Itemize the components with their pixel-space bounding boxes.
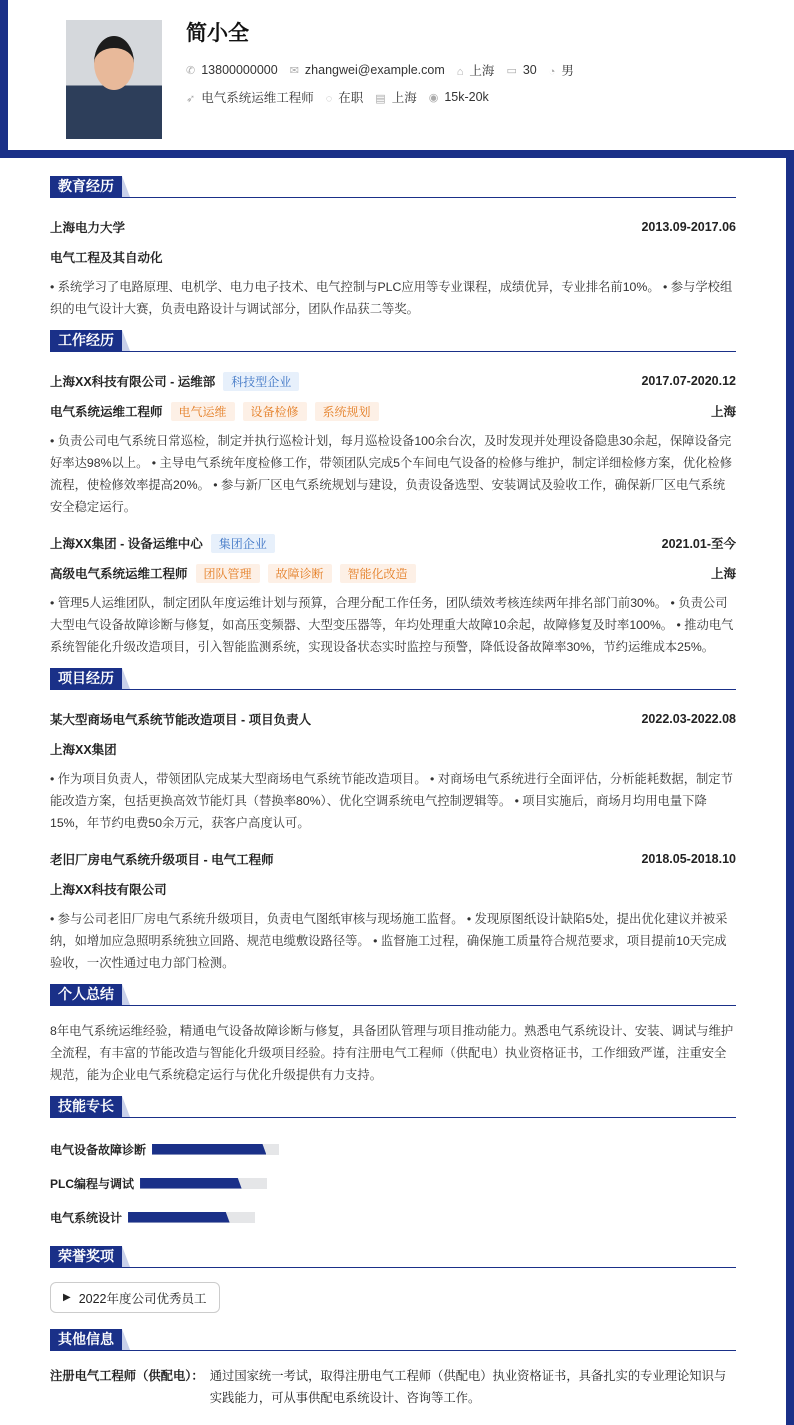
- candidate-name: 简小全: [186, 22, 249, 45]
- age: 30: [522, 63, 537, 77]
- skill-item: [50, 1166, 399, 1200]
- other-text: 通过国家统一考试，取得注册电气工程师（供配电）执业资格证书，具备扎实的专业理论知识与实践能力，可从事供配电系统设计、咨询等工作。: [209, 1369, 727, 1405]
- status-icon: ◌: [325, 93, 333, 105]
- section-awards: 荣誉奖项: [50, 1246, 736, 1268]
- project-item: [50, 844, 736, 974]
- gender: 男: [561, 64, 574, 78]
- work-city: 上海: [391, 91, 417, 105]
- work-desc: • 负责公司电气系统日常巡检，制定并执行巡检计划，每月巡检设备100余台次，及时发现并处理设备隐患30余起，保障设备完好率达98%以上。 • 主导电气系统年度检修工作，带领团队完成5个车间电气设备的检修与维护，制定详细检修方案，优化检修流程，使检修效率提高20%。 • 参与新厂区电气系统规划与建设，负责设备选型、安装调试及验收工作，确保新厂区电气系统安全稳定运行。: [50, 434, 733, 514]
- skill-name: 电气设备故障诊断: [50, 1142, 147, 1157]
- status: 在职: [338, 91, 364, 105]
- company-tag: 集团企业: [211, 534, 275, 553]
- skill-bar-fill: [128, 1212, 230, 1223]
- work-item: [50, 366, 736, 518]
- skill-tag: 电气运维: [171, 402, 235, 421]
- skill-bar-fill: [152, 1144, 266, 1155]
- education-desc: • 系统学习了电路原理、电机学、电力电子技术、电气控制与PLC应用等专业课程，成绩优异，专业排名前10%。 • 参与学校组织的电气设计大赛，负责电路设计与调试部分，团队作品获二等奖。: [50, 280, 733, 316]
- skill-name: 电气系统设计: [50, 1210, 123, 1225]
- building-icon: ▤: [375, 93, 386, 105]
- section-summary: 个人总结: [50, 984, 736, 1006]
- company-tag: 科技型企业: [223, 372, 299, 391]
- skill-tag: 故障诊断: [268, 564, 332, 583]
- skills-list: [50, 1132, 736, 1234]
- contact-row: [186, 61, 574, 79]
- job-row: [186, 88, 489, 106]
- other-info-item: [50, 1365, 736, 1409]
- school: 上海电力大学: [50, 221, 126, 235]
- skill-bar-fill: [140, 1178, 242, 1189]
- section-other: 其他信息: [50, 1329, 736, 1351]
- project-org: 上海XX集团: [50, 743, 117, 757]
- period: 2013.09-2017.06: [641, 220, 736, 234]
- city: 上海: [710, 405, 736, 419]
- age-icon: ▭: [506, 65, 517, 77]
- period: 2022.03-2022.08: [641, 712, 736, 726]
- city: 上海: [710, 567, 736, 581]
- section-work: 工作经历: [50, 330, 736, 352]
- resume-header: [0, 0, 794, 150]
- section-projects: 项目经历: [50, 668, 736, 690]
- skill-tag: 智能化改造: [340, 564, 416, 583]
- skill-tag: 设备检修: [243, 402, 307, 421]
- skill-bar: [128, 1212, 255, 1223]
- home-icon: ⌂: [456, 66, 464, 78]
- work-item: [50, 528, 736, 658]
- phone: 13800000000: [201, 63, 278, 77]
- page-border: [786, 158, 794, 1425]
- resume-body: [50, 176, 736, 1409]
- project-name: 某大型商场电气系统节能改造项目 - 项目负责人: [50, 713, 312, 727]
- skill-item: [50, 1200, 399, 1234]
- project-org: 上海XX科技有限公司: [50, 883, 167, 897]
- project-desc: • 作为项目负责人，带领团队完成某大型商场电气系统节能改造项目。 • 对商场电气系统进行全面评估，分析能耗数据，制定节能改造方案，包括更换高效节能灯具（替换率80%）、优化空调系统电气控制逻辑等。 • 项目实施后，商场月均用电量下降15%，年节约电费50余万元，获客户高度认可。: [50, 772, 733, 830]
- role: 高级电气系统运维工程师: [50, 567, 188, 581]
- award-item[interactable]: ▶ 2022年度公司优秀员工: [50, 1282, 220, 1313]
- period: 2021.01-至今: [661, 537, 736, 551]
- phone-icon: ✆: [186, 65, 196, 77]
- skill-bar: [152, 1144, 279, 1155]
- skill-name: PLC编程与调试: [50, 1176, 135, 1191]
- position: 电气系统运维工程师: [201, 91, 314, 105]
- project-desc: • 参与公司老旧厂房电气系统升级项目，负责电气图纸审核与现场施工监督。 • 发现原图纸设计缺陷5处，提出优化建议并被采纳，如增加应急照明系统独立回路、规范电缆敷设路径等。 • 监督施工过程，确保施工质量符合规范要求，项目提前10天完成验收，一次性通过电力部门检测。: [50, 912, 728, 970]
- skill-bar: [140, 1178, 267, 1189]
- header-divider: [0, 150, 794, 158]
- section-skills: 技能专长: [50, 1096, 736, 1118]
- avatar: [66, 20, 162, 139]
- other-label: 注册电气工程师（供配电）：: [50, 1369, 204, 1383]
- gender-icon: ◔: [548, 66, 556, 78]
- skill-tag: 团队管理: [196, 564, 260, 583]
- work-desc: • 管理5人运维团队，制定团队年度运维计划与预算，合理分配工作任务，团队绩效考核连续两年排名部门前30%。 • 负责公司大型电气设备故障诊断与修复，如高压变频器、大型变压器等，年均处理重大故障10余起，故障修复及时率100%。 • 推动电气系统智能化升级改造项目，引入智能监测系统，实现设备状态实时监控与预警，降低设备故障率30%，节约运维成本25%。: [50, 596, 734, 654]
- period: 2018.05-2018.10: [641, 852, 736, 866]
- company: 上海XX集团 - 设备运维中心: [50, 537, 203, 551]
- location: 上海: [469, 64, 495, 78]
- role: 电气系统运维工程师: [50, 405, 163, 419]
- mail-icon: ✉: [289, 65, 299, 77]
- send-icon: ➶: [186, 93, 196, 105]
- summary-text: 8年电气系统运维经验，精通电气设备故障诊断与修复，具备团队管理与项目推动能力。熟悉电气系统设计、安装、调试与维护全流程，有丰富的节能改造与智能化升级项目经验。持有注册电气工程师（供配电）执业资格证书，工作细致严谨，注重安全规范，能为企业电气系统稳定运行与优化升级提供有力支持。: [50, 1024, 734, 1082]
- project-item: [50, 704, 736, 834]
- section-education: 教育经历: [50, 176, 736, 198]
- salary-icon: ◉: [428, 92, 439, 104]
- period: 2017.07-2020.12: [641, 374, 736, 388]
- skill-tag: 系统规划: [315, 402, 379, 421]
- triangle-right-icon: ▶: [63, 1292, 71, 1303]
- company: 上海XX科技有限公司 - 运维部: [50, 375, 216, 389]
- email: zhangwei@example.com: [304, 63, 445, 77]
- skill-item: [50, 1132, 399, 1166]
- salary: 15k-20k: [444, 90, 489, 104]
- project-name: 老旧厂房电气系统升级项目 - 电气工程师: [50, 853, 274, 867]
- major: 电气工程及其自动化: [50, 251, 163, 265]
